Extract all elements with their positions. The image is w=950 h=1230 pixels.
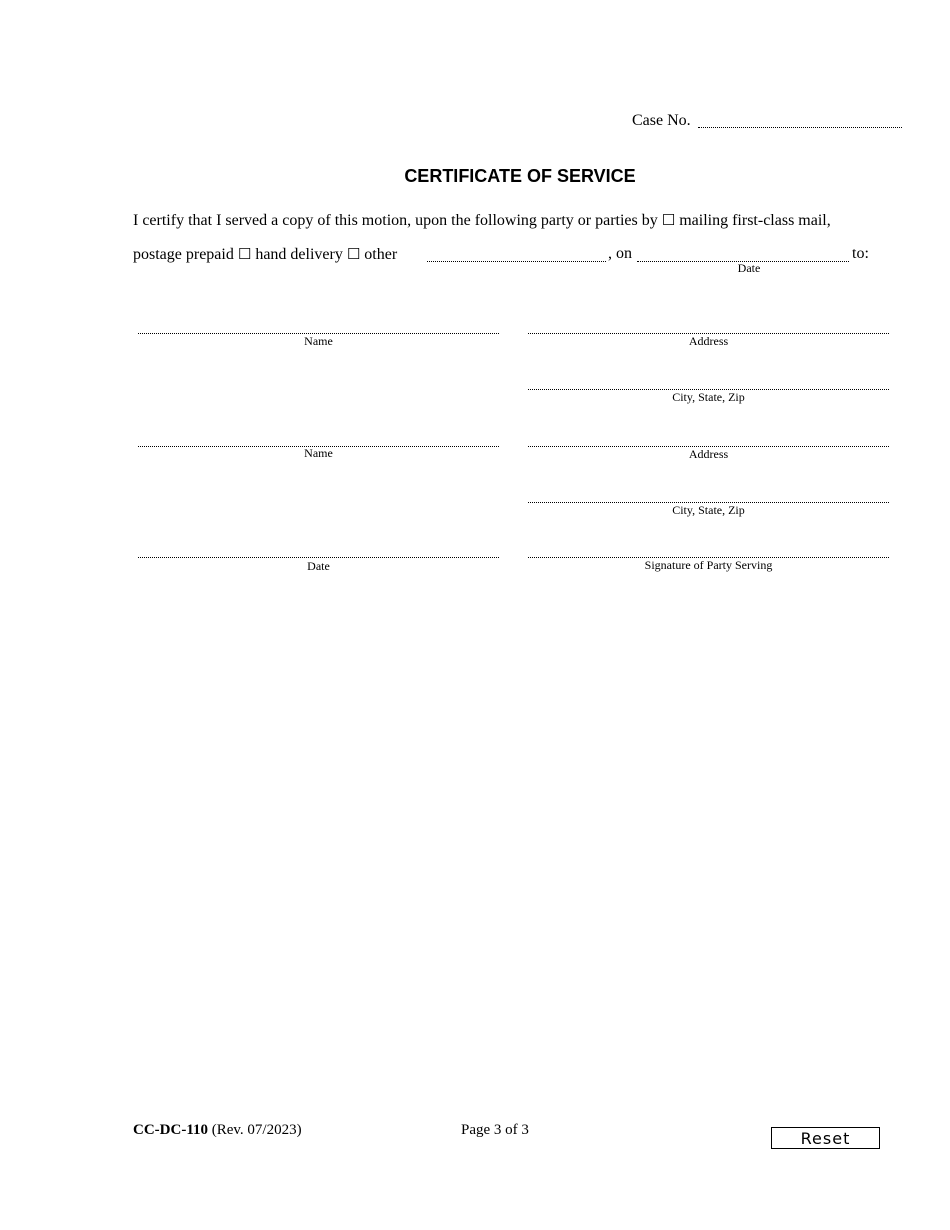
case-number-label: Case No. <box>632 112 691 129</box>
postage-label: postage prepaid <box>133 246 234 263</box>
other-method-field[interactable] <box>427 261 606 262</box>
service-date-caption: Date <box>737 261 761 275</box>
recipient-1-city-caption: City, State, Zip <box>672 390 745 404</box>
page-title: CERTIFICATE OF SERVICE <box>404 166 636 186</box>
hand-delivery-checkbox[interactable]: ☐ <box>237 245 252 263</box>
page-number: Page 3 of 3 <box>461 1122 529 1138</box>
recipient-2-city-caption: City, State, Zip <box>672 503 745 517</box>
form-revision: (Rev. 07/2023) <box>211 1122 302 1138</box>
other-checkbox[interactable]: ☐ <box>346 245 361 263</box>
form-number: CC-DC-110 <box>133 1122 208 1138</box>
reset-button[interactable]: Reset <box>771 1127 880 1149</box>
hand-delivery-label: hand delivery <box>255 246 343 263</box>
other-label: other <box>364 246 398 263</box>
signature-date-field[interactable] <box>138 557 499 558</box>
form-identifier <box>133 1122 302 1139</box>
recipient-2-name-caption: Name <box>304 446 333 460</box>
mailing-label: mailing first-class mail, <box>679 212 831 229</box>
signature-caption: Signature of Party Serving <box>644 558 773 572</box>
case-number-field[interactable] <box>698 127 902 128</box>
on-label: , on <box>608 245 632 262</box>
signature-date-caption: Date <box>307 559 330 573</box>
recipient-2-address-caption: Address <box>688 447 729 461</box>
certification-line-1 <box>133 211 831 230</box>
mailing-checkbox[interactable]: ☐ <box>661 211 676 229</box>
certification-line-2 <box>133 245 397 264</box>
recipient-1-address-caption: Address <box>688 334 729 348</box>
recipient-1-name-caption: Name <box>304 334 333 348</box>
certification-text: I certify that I served a copy of this motion, upon the following party or parties by <box>133 212 658 229</box>
to-label: to: <box>852 245 869 262</box>
